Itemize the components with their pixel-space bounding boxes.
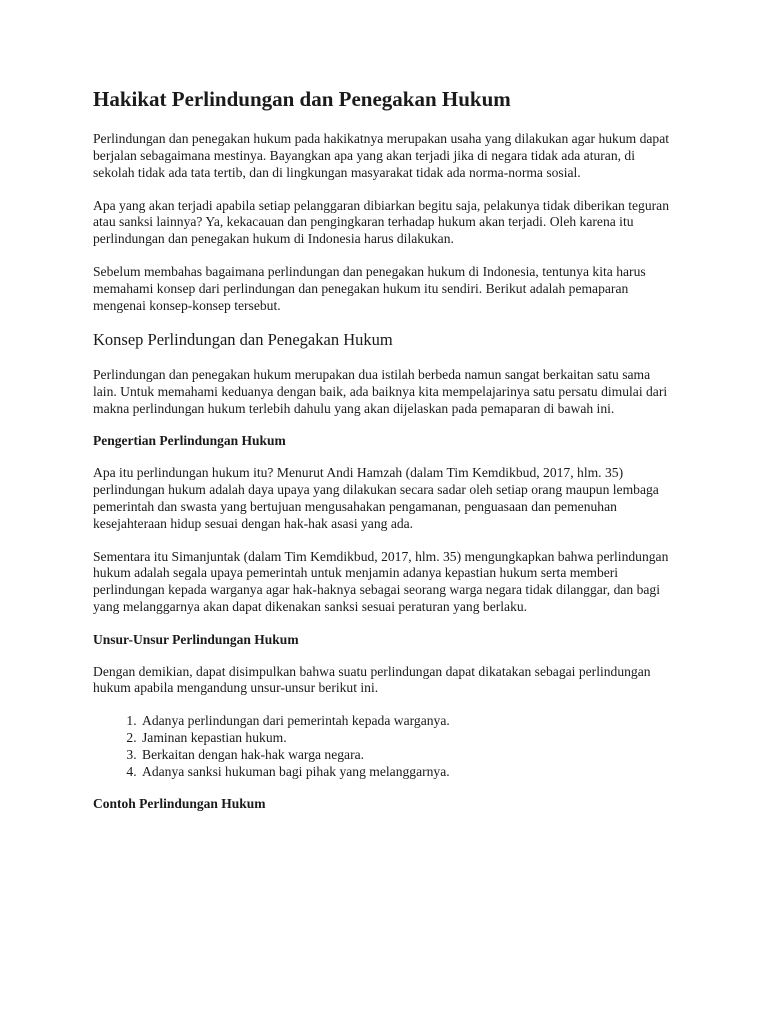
unsur-list [93, 713, 676, 780]
list-item: 4. Adanya sanksi hukuman bagi pihak yang melanggarnya. [140, 764, 676, 781]
pengertian-paragraph-1: Apa itu perlindungan hukum itu? Menurut Andi Hamzah (dalam Tim Kemdikbud, 2017, hlm. 35) perlindungan hukum adalah daya upaya yang dilakukan secara sadar oleh setiap orang maupun lembaga pemerintah dan swasta yang bertujuan mengusahakan pengamanan, penguasaan dan pemenuhan kesejahteraan hidup sesuai dengan hak-hak asasi yang ada. [93, 465, 659, 531]
subsection-heading-unsur: Unsur-Unsur Perlindungan Hukum [93, 631, 299, 647]
document-title: Hakikat Perlindungan dan Penegakan Hukum [93, 87, 511, 111]
unsur-paragraph: Dengan demikian, dapat disimpulkan bahwa suatu perlindungan dapat dikatakan sebagai perlindungan hukum apabila mengandung unsur-unsur berikut ini. [93, 663, 651, 696]
list-item: 1. Adanya perlindungan dari pemerintah kepada warganya. [140, 713, 676, 730]
subsection-heading-contoh: Contoh Perlindungan Hukum [93, 796, 266, 812]
pengertian-paragraph-2: Sementara itu Simanjuntak (dalam Tim Kemdikbud, 2017, hlm. 35) mengungkapkan bahwa perlindungan hukum adalah segala upaya pemerintah untuk menjamin adanya kepastian hukum serta memberi perlindungan kepada warganya agar hak-haknya sebagai seorang warga negara tidak dilanggar, dan bagi yang melanggarnya akan dapat dikenakan sanksi sesuai peraturan yang berlaku. [93, 548, 669, 614]
intro-paragraph-3: Sebelum membahas bagaimana perlindungan dan penegakan hukum di Indonesia, tentunya kita harus memahami konsep dari perlindungan dan penegakan hukum itu sendiri. Berikut adalah pemaparan mengenai konsep-konsep tersebut. [93, 264, 646, 313]
list-item: 3. Berkaitan dengan hak-hak warga negara. [140, 747, 676, 764]
konsep-paragraph: Perlindungan dan penegakan hukum merupakan dua istilah berbeda namun sangat berkaitan satu sama lain. Untuk memahami keduanya dengan baik, ada baiknya kita mempelajarinya satu persatu dimulai dari makna perlindungan hukum terlebih dahulu yang akan dijelaskan pada pemaparan di bawah ini. [93, 367, 668, 416]
section-heading-konsep: Konsep Perlindungan dan Penegakan Hukum [93, 330, 393, 350]
list-item: 2. Jaminan kepastian hukum. [140, 730, 676, 747]
intro-paragraph-1: Perlindungan dan penegakan hukum pada hakikatnya merupakan usaha yang dilakukan agar hukum dapat berjalan sebagaimana mestinya. Bayangkan apa yang akan terjadi jika di negara tidak ada aturan, di sekolah tidak ada tata tertib, dan di lingkungan masyarakat tidak ada norma-norma sosial. [93, 131, 670, 180]
subsection-heading-pengertian: Pengertian Perlindungan Hukum [93, 433, 286, 449]
intro-paragraph-2: Apa yang akan terjadi apabila setiap pelanggaran dibiarkan begitu saja, pelakunya tidak diberikan teguran atau sanksi lainnya? Ya, kekacauan dan pengingkaran terhadap hukum akan terjadi. Oleh karena itu perlindungan dan penegakan hukum di Indonesia harus dilakukan. [93, 197, 669, 247]
